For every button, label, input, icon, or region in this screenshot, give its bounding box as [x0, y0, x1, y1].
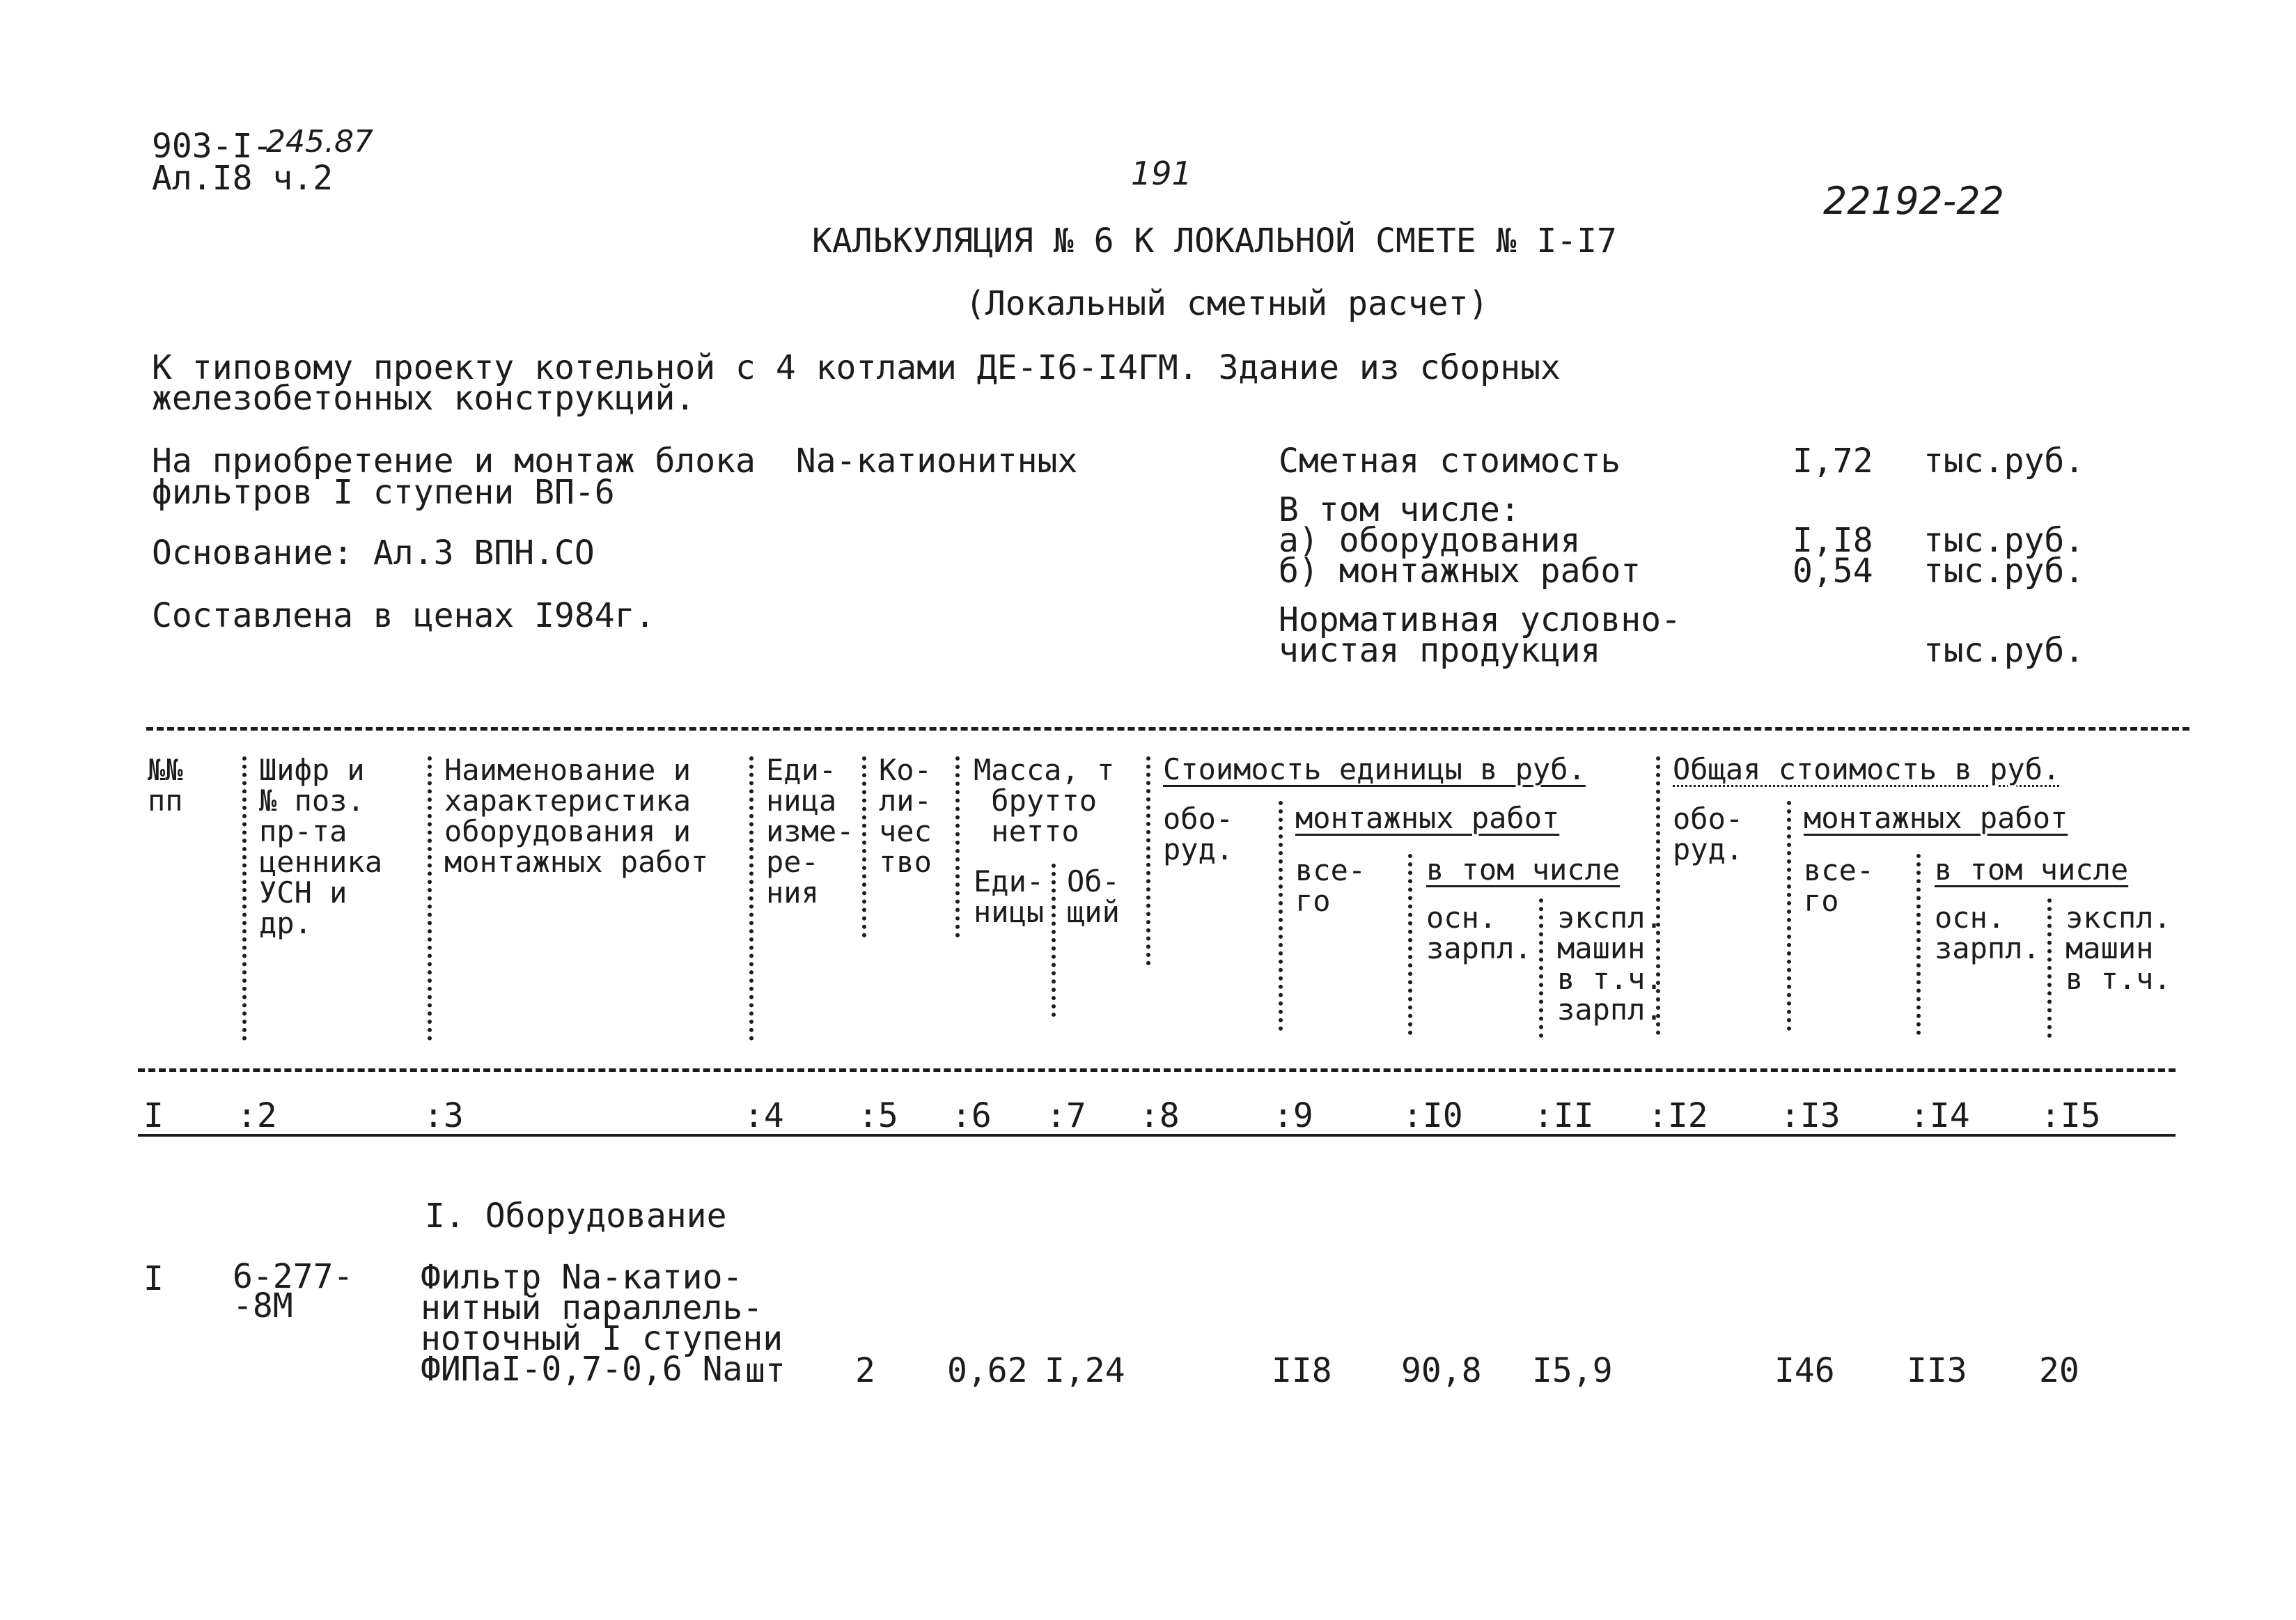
header-unit-install-total: все- го	[1295, 853, 1366, 918]
column-number: :6	[951, 1096, 992, 1135]
inventory-number: 22192-22	[1823, 179, 2004, 223]
normative-label-2: чистая продукция	[1279, 631, 1601, 670]
col-sep-6	[955, 756, 960, 937]
header-total-machines: экспл. машин в т.ч.	[2065, 901, 2171, 996]
basis-line: Основание: Ал.3 ВПН.СО	[152, 533, 595, 573]
installation-cost-unit: тыс.руб.	[1923, 552, 2085, 591]
equipment-cost-label: а) оборудования	[1279, 521, 1581, 560]
row-machines: I5,9	[1532, 1351, 1613, 1390]
row-code: 6-277- -8М	[233, 1257, 354, 1325]
header-unit-install: монтажных работ	[1295, 801, 1560, 835]
prices-line: Составлена в ценах I984г.	[152, 596, 655, 635]
equipment-cost-value: I,I8	[1793, 521, 1873, 560]
row-install-total: II8	[1272, 1351, 1332, 1390]
header-unit-base-salary: осн. зарпл.	[1426, 901, 1532, 965]
document-code: 903-I-	[152, 127, 273, 166]
column-number: :II	[1533, 1096, 1594, 1135]
col-sep-10	[1408, 854, 1412, 1035]
header-unit: Еди- ница изме- ре- ния	[766, 753, 854, 910]
document-subtitle: (Локальный сметный расчет)	[965, 284, 1489, 323]
row-mass-total: I,24	[1045, 1351, 1125, 1390]
header-total-including: в том числе	[1935, 852, 2129, 887]
project-line-2: железобетонных конструкций.	[152, 379, 696, 418]
column-number: :2	[237, 1096, 277, 1135]
installation-cost-value: 0,54	[1793, 552, 1873, 591]
column-number: :I5	[2040, 1096, 2101, 1135]
table-top-rule	[146, 727, 2189, 731]
column-number: :9	[1273, 1096, 1313, 1135]
header-mass-unit: Еди- ницы	[974, 864, 1045, 929]
header-name: Наименование и характеристика оборудования и монтажных работ	[444, 753, 709, 879]
estimated-cost-unit: тыс.руб.	[1923, 442, 2085, 481]
header-total-cost: Общая стоимость в руб.	[1673, 752, 2061, 786]
column-number: :7	[1046, 1096, 1086, 1135]
col-sep-9	[1279, 801, 1283, 1031]
column-number: :5	[858, 1096, 898, 1135]
purpose-line-2: фильтров I ступени ВП-6	[152, 473, 615, 512]
row-total-base-salary: II3	[1907, 1351, 1967, 1390]
estimated-cost-value: I,72	[1793, 442, 1873, 481]
header-total-install-total: все- го	[1804, 853, 1875, 918]
album-label: Ал.I8 ч.2	[152, 159, 334, 198]
header-code: Шифр и № поз. пр-та ценника УСН и др.	[259, 753, 383, 940]
col-sep-11	[1539, 898, 1543, 1038]
header-mass: Масса, т брутто нетто	[974, 753, 1115, 848]
purpose-line-1: На приобретение и монтаж блока Na-катионитных	[152, 442, 1078, 481]
column-number: :3	[423, 1096, 464, 1135]
col-sep-5	[862, 756, 866, 937]
installation-cost-label: б) монтажных работ	[1279, 552, 1641, 591]
column-number: :I3	[1780, 1096, 1841, 1135]
col-sep-15	[2047, 898, 2052, 1038]
project-line-1: К типовому проекту котельной с 4 котлами ДЕ-I6-I4ГМ. Здание из сборных	[152, 348, 1561, 387]
header-total-base-salary: осн. зарпл.	[1935, 901, 2040, 965]
header-total-install: монтажных работ	[1804, 801, 2068, 835]
header-mass-total: Об- щий	[1067, 864, 1120, 929]
section-title: I. Оборудование	[425, 1197, 727, 1236]
row-quantity: 2	[855, 1351, 875, 1390]
column-number: :8	[1139, 1096, 1180, 1135]
row-base-salary: 90,8	[1401, 1351, 1482, 1390]
row-name: Фильтр Na-катио- нитный параллель- ноточный I ступени ФИПаI-0,7-0,6 Na	[421, 1258, 783, 1389]
header-unit-including: в том числе	[1426, 852, 1621, 887]
header-unit-machines: экспл. машин в т.ч. зарпл.	[1557, 901, 1663, 1027]
col-sep-8	[1146, 756, 1150, 965]
including-label: В том числе:	[1279, 490, 1520, 529]
column-number: :I0	[1403, 1096, 1463, 1135]
header-row-number: №№ пп	[148, 753, 183, 818]
col-sep-13	[1787, 801, 1791, 1031]
col-sep-4	[749, 756, 753, 1041]
header-quantity: Ко- ли- чес тво	[879, 753, 932, 879]
header-unit-equipment: обо- руд.	[1163, 802, 1234, 866]
row-mass-unit: 0,62	[947, 1351, 1028, 1390]
column-number: :4	[744, 1096, 784, 1135]
estimated-cost-label: Сметная стоимость	[1279, 442, 1621, 481]
header-unit-cost: Стоимость единицы в руб.	[1163, 752, 1586, 786]
table-header-bottom-rule	[138, 1068, 2176, 1072]
column-number: :I4	[1910, 1096, 1970, 1135]
normative-label-1: Нормативная условно-	[1279, 600, 1681, 639]
normative-unit: тыс.руб.	[1923, 631, 2085, 670]
col-sep-7	[1052, 864, 1056, 1017]
page-number: 191	[1131, 155, 1192, 192]
col-sep-3	[428, 756, 432, 1041]
document-code-handwritten: 245.87	[266, 124, 373, 159]
header-total-equipment: обо- руд.	[1673, 802, 1744, 866]
col-sep-14	[1916, 854, 1921, 1035]
col-sep-2	[242, 756, 247, 1041]
row-total-install: I46	[1774, 1351, 1835, 1390]
document-title: КАЛЬКУЛЯЦИЯ № 6 К ЛОКАЛЬНОЙ СМЕТЕ № I-I7	[812, 221, 1617, 260]
column-number: :I2	[1648, 1096, 1708, 1135]
column-number: I	[143, 1096, 164, 1135]
row-unit: шт	[745, 1351, 786, 1390]
row-total-machines: 20	[2039, 1351, 2079, 1390]
equipment-cost-unit: тыс.руб.	[1923, 521, 2085, 560]
row-number: I	[143, 1259, 164, 1298]
